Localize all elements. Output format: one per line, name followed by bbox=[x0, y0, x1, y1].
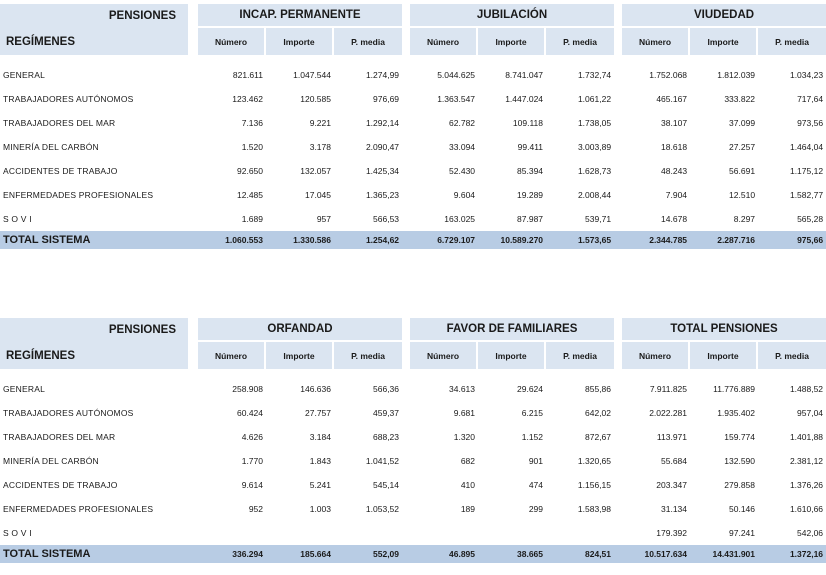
value-cell: 29.624 bbox=[517, 384, 544, 394]
value-cell: 2.381,12 bbox=[789, 456, 824, 466]
value-cell: 3.178 bbox=[309, 142, 331, 152]
sub-header-importe: Importe bbox=[266, 28, 334, 55]
value-cell: 18.618 bbox=[661, 142, 688, 152]
value-cell: 34.613 bbox=[449, 384, 476, 394]
value-cell: 27.757 bbox=[305, 408, 331, 418]
regimenes-header: REGÍMENES bbox=[0, 342, 190, 369]
value-cell: 1.254,62 bbox=[334, 231, 402, 249]
value-cell: 17.045 bbox=[305, 190, 331, 200]
pensions-table-1 bbox=[0, 4, 826, 249]
value-cell: 9.681 bbox=[453, 408, 476, 418]
value-cell: 1.812.039 bbox=[717, 70, 756, 80]
value-cell: 14.678 bbox=[661, 214, 688, 224]
group-header-orfandad: ORFANDAD bbox=[198, 318, 402, 342]
value-cell: 132.590 bbox=[724, 456, 756, 466]
value-cell: 1.583,98 bbox=[577, 504, 612, 514]
sub-header-row bbox=[0, 342, 826, 369]
sub-header-numero: Número bbox=[198, 342, 266, 369]
group-header-favor-familiares: FAVOR DE FAMILIARES bbox=[410, 318, 614, 342]
sub-header-numero: Número bbox=[622, 28, 690, 55]
value-cell: 55.684 bbox=[661, 456, 688, 466]
value-cell: 1.488,52 bbox=[789, 384, 824, 394]
regime-label: TRABAJADORES AUTÓNOMOS bbox=[3, 94, 134, 104]
value-cell: 52.430 bbox=[449, 166, 476, 176]
value-cell: 38.665 bbox=[478, 545, 546, 563]
value-cell: 1.320 bbox=[453, 432, 476, 442]
sub-header-pmedia: P. media bbox=[334, 28, 402, 55]
table-body bbox=[0, 369, 826, 563]
value-cell: 1.935.402 bbox=[717, 408, 756, 418]
group-header-viudedad: VIUDEDAD bbox=[622, 4, 826, 28]
value-cell: 1.843 bbox=[309, 456, 331, 466]
group-header-total-pensiones: TOTAL PENSIONES bbox=[622, 318, 826, 342]
regime-label: ACCIDENTES DE TRABAJO bbox=[3, 480, 118, 490]
value-cell: 824,51 bbox=[546, 545, 614, 563]
value-cell: 1.152 bbox=[521, 432, 544, 442]
value-cell: 474 bbox=[528, 480, 544, 490]
value-cell: 5.241 bbox=[309, 480, 331, 490]
value-cell: 642,02 bbox=[585, 408, 612, 418]
group-header-jubilacion: JUBILACIÓN bbox=[410, 4, 614, 28]
sub-header-pmedia: P. media bbox=[334, 342, 402, 369]
regime-label: TRABAJADORES AUTÓNOMOS bbox=[3, 408, 134, 418]
value-cell: 8.297 bbox=[733, 214, 756, 224]
value-cell: 1.060.553 bbox=[198, 231, 266, 249]
value-cell bbox=[198, 521, 266, 545]
value-cell: 1.053,52 bbox=[365, 504, 400, 514]
value-cell: 14.431.901 bbox=[690, 545, 758, 563]
value-cell: 542,06 bbox=[797, 528, 824, 538]
value-cell: 3.003,89 bbox=[577, 142, 612, 152]
value-cell: 1.175,12 bbox=[789, 166, 824, 176]
value-cell: 10.589.270 bbox=[478, 231, 546, 249]
value-cell: 566,53 bbox=[373, 214, 400, 224]
value-cell: 1.732,74 bbox=[577, 70, 612, 80]
value-cell bbox=[334, 521, 402, 545]
value-cell: 1.363.547 bbox=[437, 94, 476, 104]
value-cell: 185.664 bbox=[266, 545, 334, 563]
value-cell: 56.691 bbox=[729, 166, 756, 176]
value-cell: 7.911.825 bbox=[649, 384, 688, 394]
table-body bbox=[0, 55, 826, 249]
value-cell: 7.904 bbox=[665, 190, 688, 200]
value-cell: 410 bbox=[460, 480, 476, 490]
value-cell: 1.365,23 bbox=[365, 190, 400, 200]
value-cell: 189 bbox=[460, 504, 476, 514]
table-row bbox=[0, 207, 826, 231]
value-cell: 12.510 bbox=[729, 190, 756, 200]
value-cell bbox=[410, 521, 478, 545]
value-cell: 9.221 bbox=[309, 118, 331, 128]
value-cell: 1.401,88 bbox=[789, 432, 824, 442]
table-row bbox=[0, 63, 826, 87]
regime-label: TRABAJADORES DEL MAR bbox=[3, 432, 116, 442]
table-row bbox=[0, 159, 826, 183]
sub-header-pmedia: P. media bbox=[758, 342, 826, 369]
value-cell: 2.344.785 bbox=[622, 231, 690, 249]
table-row bbox=[0, 111, 826, 135]
value-cell: 87.987 bbox=[517, 214, 544, 224]
value-cell: 37.099 bbox=[729, 118, 756, 128]
value-cell: 2.090,47 bbox=[365, 142, 400, 152]
value-cell: 31.134 bbox=[661, 504, 688, 514]
pensiones-header: PENSIONES bbox=[0, 318, 190, 342]
value-cell: 821.611 bbox=[232, 70, 263, 80]
sub-header-importe: Importe bbox=[690, 342, 758, 369]
group-header-incap: INCAP. PERMANENTE bbox=[198, 4, 402, 28]
value-cell: 1.047.544 bbox=[293, 70, 331, 80]
value-cell: 38.107 bbox=[661, 118, 688, 128]
value-cell: 159.774 bbox=[724, 432, 756, 442]
sub-header-pmedia: P. media bbox=[546, 28, 614, 55]
value-cell: 1.425,34 bbox=[365, 166, 400, 176]
value-cell: 1.689 bbox=[241, 214, 263, 224]
value-cell: 1.738,05 bbox=[577, 118, 612, 128]
group-header-row bbox=[0, 4, 826, 28]
regime-label: ACCIDENTES DE TRABAJO bbox=[3, 166, 118, 176]
value-cell: 1.041,52 bbox=[365, 456, 400, 466]
value-cell: 957 bbox=[316, 214, 331, 224]
value-cell: 146.636 bbox=[300, 384, 331, 394]
table-row bbox=[0, 135, 826, 159]
regime-label: TRABAJADORES DEL MAR bbox=[3, 118, 116, 128]
value-cell: 952 bbox=[248, 504, 263, 514]
regime-label: GENERAL bbox=[3, 70, 46, 80]
value-cell: 1.372,16 bbox=[758, 545, 826, 563]
table-row bbox=[0, 183, 826, 207]
value-cell: 62.782 bbox=[449, 118, 476, 128]
value-cell: 565,28 bbox=[797, 214, 824, 224]
value-cell: 333.822 bbox=[724, 94, 756, 104]
value-cell: 109.118 bbox=[512, 118, 544, 128]
table-row bbox=[0, 497, 826, 521]
value-cell: 48.243 bbox=[661, 166, 688, 176]
value-cell: 545,14 bbox=[373, 480, 400, 490]
value-cell: 2.008,44 bbox=[577, 190, 612, 200]
value-cell: 688,23 bbox=[373, 432, 400, 442]
value-cell: 132.057 bbox=[300, 166, 331, 176]
value-cell: 1.520 bbox=[241, 142, 263, 152]
value-cell: 60.424 bbox=[237, 408, 263, 418]
value-cell: 1.274,99 bbox=[365, 70, 400, 80]
value-cell: 566,36 bbox=[373, 384, 400, 394]
value-cell: 279.858 bbox=[724, 480, 756, 490]
value-cell: 552,09 bbox=[334, 545, 402, 563]
sub-header-importe: Importe bbox=[266, 342, 334, 369]
value-cell: 10.517.634 bbox=[622, 545, 690, 563]
value-cell: 113.971 bbox=[656, 432, 688, 442]
pensiones-header: PENSIONES bbox=[0, 4, 190, 28]
value-cell: 539,71 bbox=[585, 214, 612, 224]
value-cell: 976,69 bbox=[373, 94, 400, 104]
value-cell: 5.044.625 bbox=[437, 70, 476, 80]
regime-label: ENFERMEDADES PROFESIONALES bbox=[3, 504, 154, 514]
value-cell: 957,04 bbox=[797, 408, 824, 418]
sub-header-pmedia: P. media bbox=[546, 342, 614, 369]
value-cell: 2.022.281 bbox=[649, 408, 688, 418]
group-header-row bbox=[0, 318, 826, 342]
value-cell: 97.241 bbox=[729, 528, 756, 538]
value-cell: 1.292,14 bbox=[365, 118, 400, 128]
sub-header-numero: Número bbox=[622, 342, 690, 369]
value-cell: 123.462 bbox=[232, 94, 263, 104]
value-cell: 99.411 bbox=[517, 142, 544, 152]
value-cell: 1.376,26 bbox=[789, 480, 824, 490]
regime-label: ENFERMEDADES PROFESIONALES bbox=[3, 190, 154, 200]
table-row bbox=[0, 401, 826, 425]
value-cell: 1.582,77 bbox=[789, 190, 824, 200]
value-cell: 1.156,15 bbox=[577, 480, 612, 490]
sub-header-numero: Número bbox=[198, 28, 266, 55]
value-cell: 6.729.107 bbox=[410, 231, 478, 249]
total-label: TOTAL SISTEMA bbox=[0, 545, 190, 563]
sub-header-importe: Importe bbox=[478, 342, 546, 369]
value-cell: 872,67 bbox=[585, 432, 612, 442]
value-cell: 9.604 bbox=[453, 190, 476, 200]
value-cell: 901 bbox=[528, 456, 544, 466]
value-cell: 1.628,73 bbox=[577, 166, 612, 176]
value-cell bbox=[546, 521, 614, 545]
table-row bbox=[0, 87, 826, 111]
value-cell: 973,56 bbox=[797, 118, 824, 128]
pensions-table-2 bbox=[0, 318, 826, 563]
value-cell: 1.034,23 bbox=[789, 70, 824, 80]
value-cell: 179.392 bbox=[656, 528, 688, 538]
value-cell: 203.347 bbox=[656, 480, 688, 490]
value-cell: 120.585 bbox=[300, 94, 331, 104]
value-cell: 1.573,65 bbox=[546, 231, 614, 249]
value-cell: 92.650 bbox=[237, 166, 263, 176]
value-cell: 459,37 bbox=[373, 408, 400, 418]
value-cell: 1.770 bbox=[241, 456, 263, 466]
value-cell: 855,86 bbox=[585, 384, 612, 394]
value-cell: 975,66 bbox=[758, 231, 826, 249]
value-cell: 299 bbox=[528, 504, 544, 514]
sub-header-importe: Importe bbox=[478, 28, 546, 55]
value-cell: 258.908 bbox=[232, 384, 263, 394]
value-cell: 1.464,04 bbox=[789, 142, 824, 152]
sub-header-row bbox=[0, 28, 826, 55]
table-row bbox=[0, 473, 826, 497]
value-cell: 3.184 bbox=[309, 432, 331, 442]
value-cell: 465.167 bbox=[656, 94, 688, 104]
value-cell: 1.610,66 bbox=[789, 504, 824, 514]
sub-header-pmedia: P. media bbox=[758, 28, 826, 55]
value-cell: 33.094 bbox=[449, 142, 476, 152]
value-cell: 717,64 bbox=[797, 94, 824, 104]
regime-label: MINERÍA DEL CARBÓN bbox=[3, 142, 99, 152]
value-cell: 1.061,22 bbox=[577, 94, 612, 104]
table-row bbox=[0, 521, 826, 545]
total-row bbox=[0, 545, 826, 563]
table-row bbox=[0, 425, 826, 449]
value-cell: 19.289 bbox=[517, 190, 544, 200]
value-cell: 4.626 bbox=[241, 432, 263, 442]
value-cell: 27.257 bbox=[729, 142, 756, 152]
value-cell: 1.447.024 bbox=[505, 94, 544, 104]
value-cell: 50.146 bbox=[729, 504, 756, 514]
value-cell: 7.136 bbox=[241, 118, 263, 128]
regime-label: GENERAL bbox=[3, 384, 46, 394]
sub-header-importe: Importe bbox=[690, 28, 758, 55]
value-cell: 336.294 bbox=[198, 545, 266, 563]
value-cell: 1.320,65 bbox=[577, 456, 612, 466]
value-cell: 1.330.586 bbox=[266, 231, 334, 249]
value-cell: 682 bbox=[460, 456, 476, 466]
sub-header-numero: Número bbox=[410, 28, 478, 55]
table-row bbox=[0, 449, 826, 473]
value-cell: 46.895 bbox=[410, 545, 478, 563]
total-row bbox=[0, 231, 826, 249]
sub-header-numero: Número bbox=[410, 342, 478, 369]
value-cell bbox=[266, 521, 334, 545]
value-cell: 9.614 bbox=[241, 480, 263, 490]
table-row bbox=[0, 377, 826, 401]
value-cell: 1.003 bbox=[309, 504, 331, 514]
regime-label: S O V I bbox=[3, 214, 32, 224]
regime-label: MINERÍA DEL CARBÓN bbox=[3, 456, 99, 466]
value-cell bbox=[478, 521, 546, 545]
value-cell: 6.215 bbox=[521, 408, 544, 418]
value-cell: 85.394 bbox=[517, 166, 544, 176]
regime-label: S O V I bbox=[3, 528, 32, 538]
value-cell: 11.776.889 bbox=[713, 384, 756, 394]
regimenes-header: REGÍMENES bbox=[0, 28, 190, 55]
value-cell: 8.741.047 bbox=[505, 70, 544, 80]
value-cell: 1.752.068 bbox=[649, 70, 688, 80]
value-cell: 12.485 bbox=[237, 190, 263, 200]
total-label: TOTAL SISTEMA bbox=[0, 231, 190, 249]
value-cell: 163.025 bbox=[444, 214, 476, 224]
value-cell: 2.287.716 bbox=[690, 231, 758, 249]
